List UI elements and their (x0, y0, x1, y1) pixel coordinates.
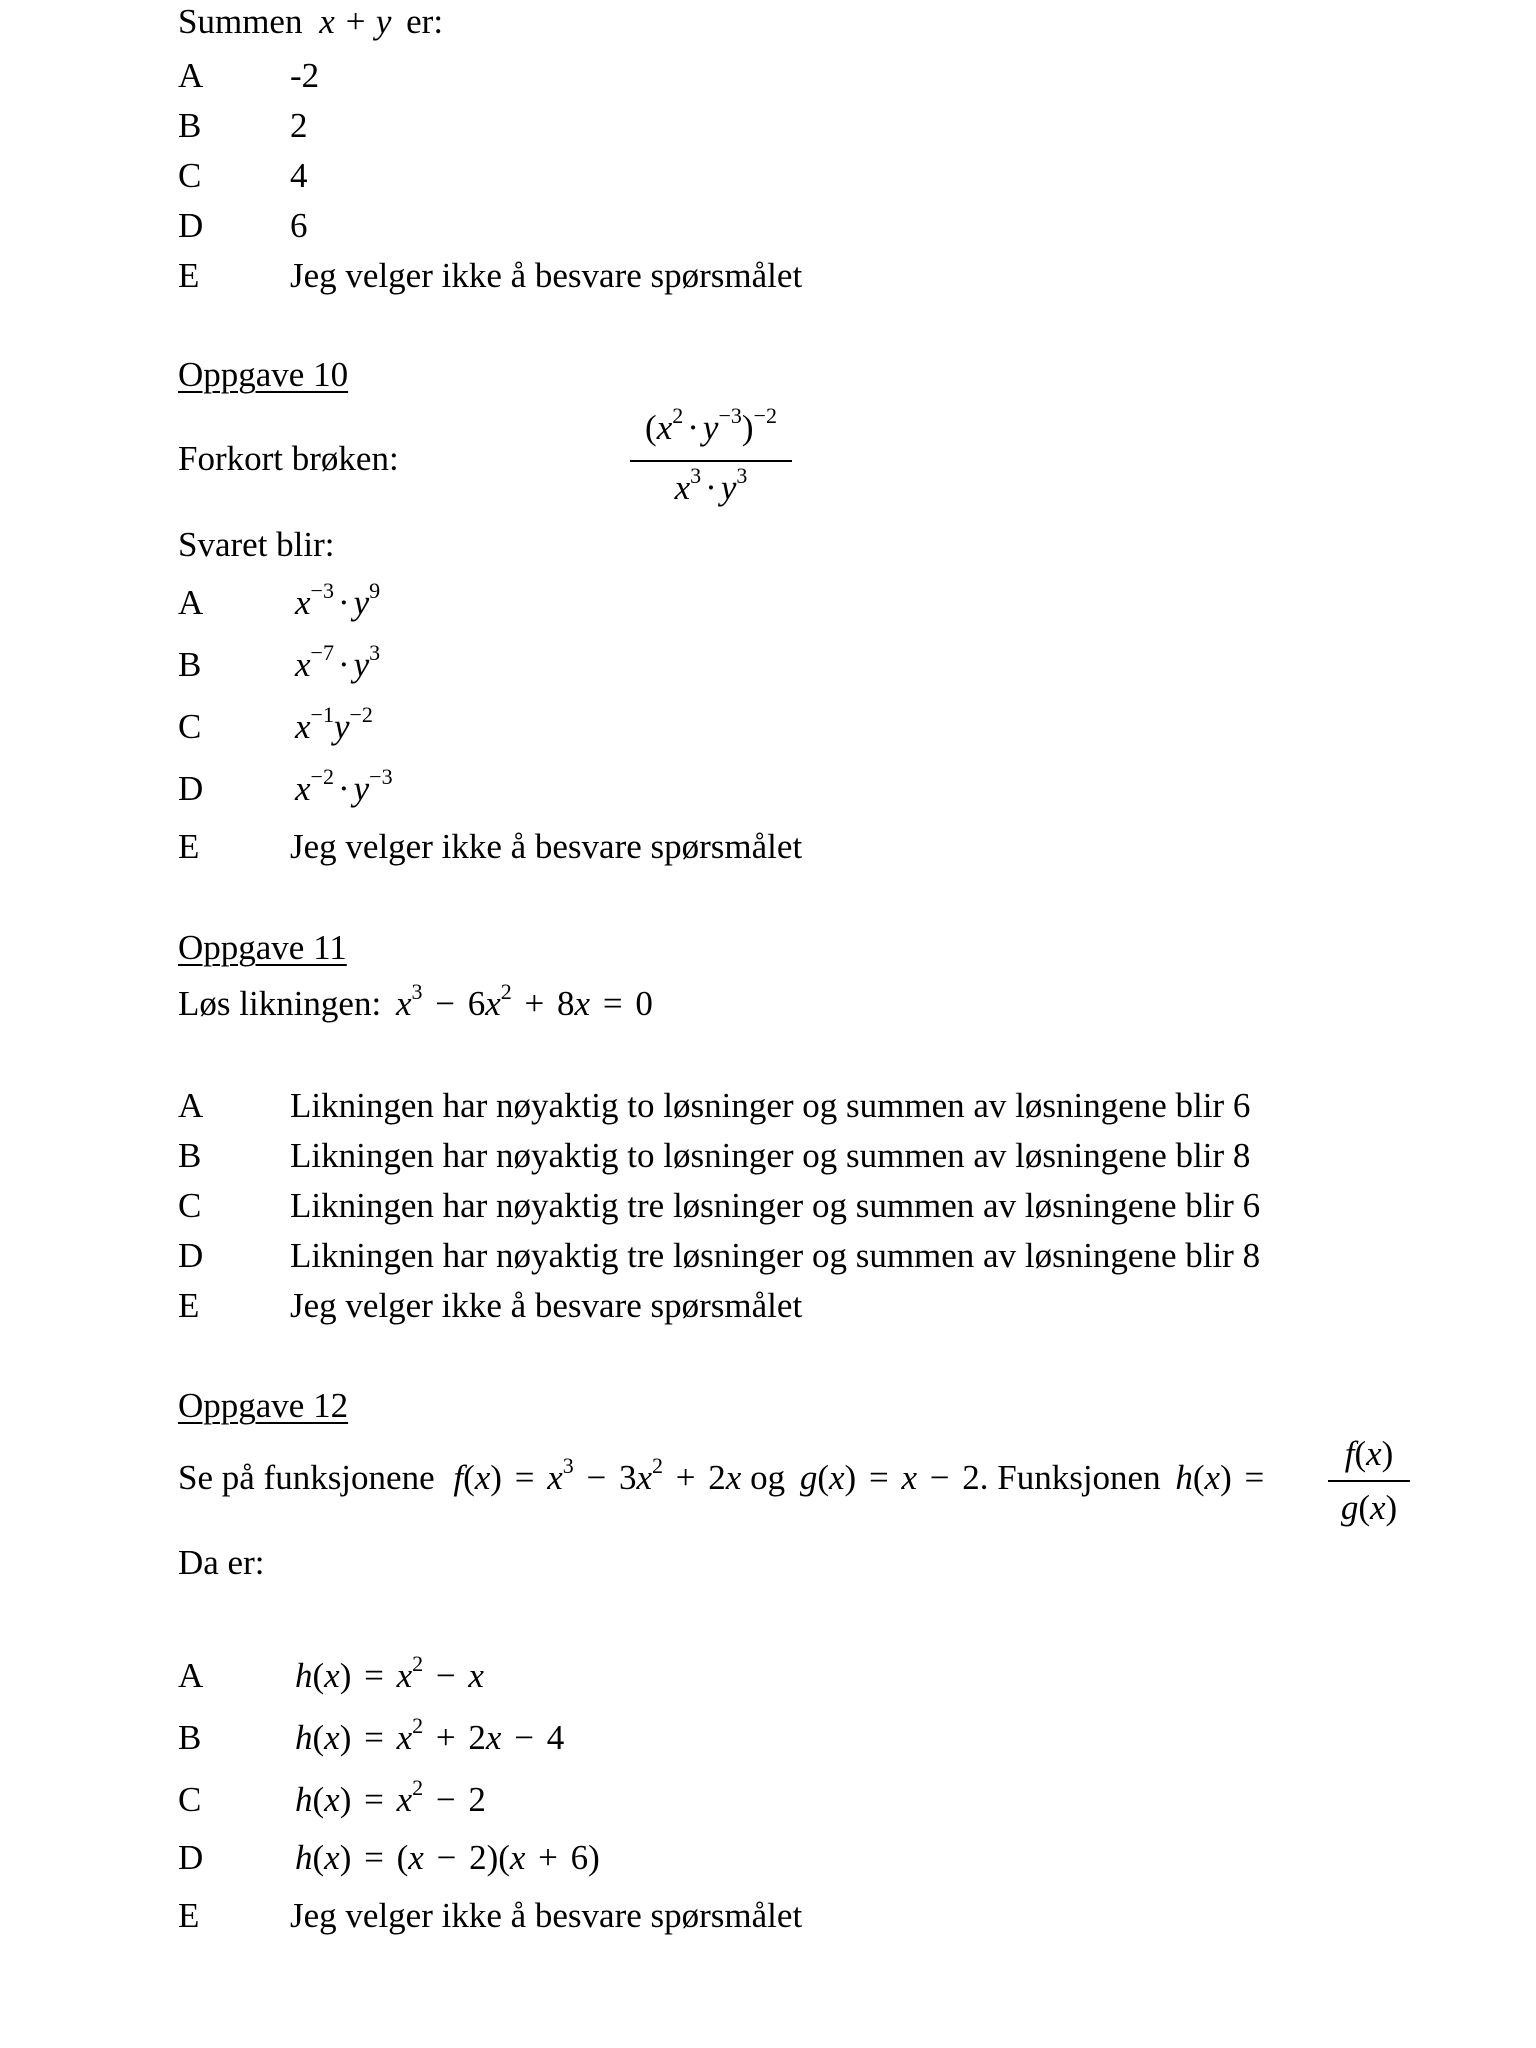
q11-option-c-letter: C (178, 1186, 202, 1225)
q12-fraction-numerator: f(x) (1344, 1434, 1394, 1473)
q9-option-a-letter: A (178, 56, 204, 95)
q12-title: Oppgave 12 (178, 1386, 349, 1425)
q11-prompt-line: Løs likningen: $x^3 - 6x^2 + 8x = 0$ (178, 979, 653, 1023)
q10-option-d-expr: $x^{-2} \cdot y^{-3}$ (295, 764, 393, 808)
q12-option-c-expr: $h(x) = x^2 - 2$ (295, 1775, 486, 1819)
q10-option-b-expr: $x^{-7} \cdot y^3$ (295, 640, 381, 684)
q9-option-c-text: 4 (290, 156, 308, 195)
q10-option-c-letter: C (178, 707, 202, 746)
q12-prompt-func: . Funksjonen (979, 1458, 1161, 1497)
q12-option-c-letter: C (178, 1780, 202, 1819)
q9-stem-suffix: er: (406, 2, 444, 41)
q12-fraction-denominator: g(x) (1340, 1488, 1398, 1527)
q11-option-b-text: Likningen har nøyaktig to løsninger og summen av løsningene blir 8 (290, 1136, 1251, 1175)
q9-option-e-text: Jeg velger ikke å besvare spørsmålet (290, 256, 803, 295)
q10-option-b-letter: B (178, 645, 202, 684)
q11-title: Oppgave 11 (178, 928, 347, 967)
q12-option-b-expr: $h(x) = x^2 + 2x - 4$ (295, 1713, 565, 1757)
q10-option-a-expr: $x^{-3} \cdot y^9$ (295, 578, 381, 622)
q12-prompt-og: og (750, 1458, 786, 1497)
q12-option-a-expr: $h(x) = x^2 - x$ (295, 1651, 484, 1695)
q9-option-d-letter: D (178, 206, 204, 245)
q11-option-a-text: Likningen har nøyaktig to løsninger og summen av løsningene blir 6 (290, 1086, 1251, 1125)
q10-fraction-denominator: $x^3 \cdot y^3$ (674, 463, 748, 507)
q9-option-b-letter: B (178, 106, 202, 145)
q9-stem-prefix: Summen (178, 2, 303, 41)
q11-option-b-letter: B (178, 1136, 202, 1175)
q9-option-b-text: 2 (290, 106, 308, 145)
q10-fraction-bar (630, 460, 792, 462)
q12-prompt-start: Se på funksjonene (178, 1458, 435, 1497)
q11-option-d-text: Likningen har nøyaktig tre løsninger og summen av løsningene blir 8 (290, 1236, 1261, 1275)
q12-prompt-line: Se på funksjonene $f(x) = x^3 - 3x^2 + 2x$ og g(x) = x − 2. Funksjonen h(x) = (178, 1453, 1265, 1497)
q11-prompt: Løs likningen: (178, 984, 382, 1023)
q11-option-d-letter: D (178, 1236, 204, 1275)
q12-option-d-expr: h(x) = (x − 2)(x + 6) (295, 1838, 600, 1877)
q12-option-b-letter: B (178, 1718, 202, 1757)
q9-stem-expr: x + y (319, 2, 392, 41)
q11-option-e-text: Jeg velger ikke å besvare spørsmålet (290, 1286, 803, 1325)
q10-title: Oppgave 10 (178, 355, 349, 394)
q9-option-a-text: -2 (290, 56, 320, 95)
q11-option-a-letter: A (178, 1086, 204, 1125)
q10-option-e-letter: E (178, 827, 200, 866)
q10-option-a-letter: A (178, 583, 204, 622)
q12-option-e-letter: E (178, 1896, 200, 1935)
q12-option-e-text: Jeg velger ikke å besvare spørsmålet (290, 1896, 803, 1935)
q10-prompt: Forkort brøken: (178, 439, 399, 478)
q12-option-a-letter: A (178, 1656, 204, 1695)
q10-option-e-text: Jeg velger ikke å besvare spørsmålet (290, 827, 803, 866)
q12-fraction-bar (1328, 1480, 1410, 1482)
q12-da-er: Da er: (178, 1543, 265, 1582)
q10-answer-intro: Svaret blir: (178, 525, 335, 564)
q11-option-c-text: Likningen har nøyaktig tre løsninger og summen av løsningene blir 6 (290, 1186, 1261, 1225)
q9-option-d-text: 6 (290, 206, 308, 245)
q9-stem (178, 4, 443, 39)
q12-option-d-letter: D (178, 1838, 204, 1877)
q9-option-e-letter: E (178, 256, 200, 295)
q10-option-d-letter: D (178, 769, 204, 808)
q10-fraction-numerator: $(x^2 \cdot y^{-3})^{-2}$ (645, 403, 777, 447)
q11-option-e-letter: E (178, 1286, 200, 1325)
q9-option-c-letter: C (178, 156, 202, 195)
q10-option-c-expr: $x^{-1}y^{-2}$ (295, 702, 373, 746)
